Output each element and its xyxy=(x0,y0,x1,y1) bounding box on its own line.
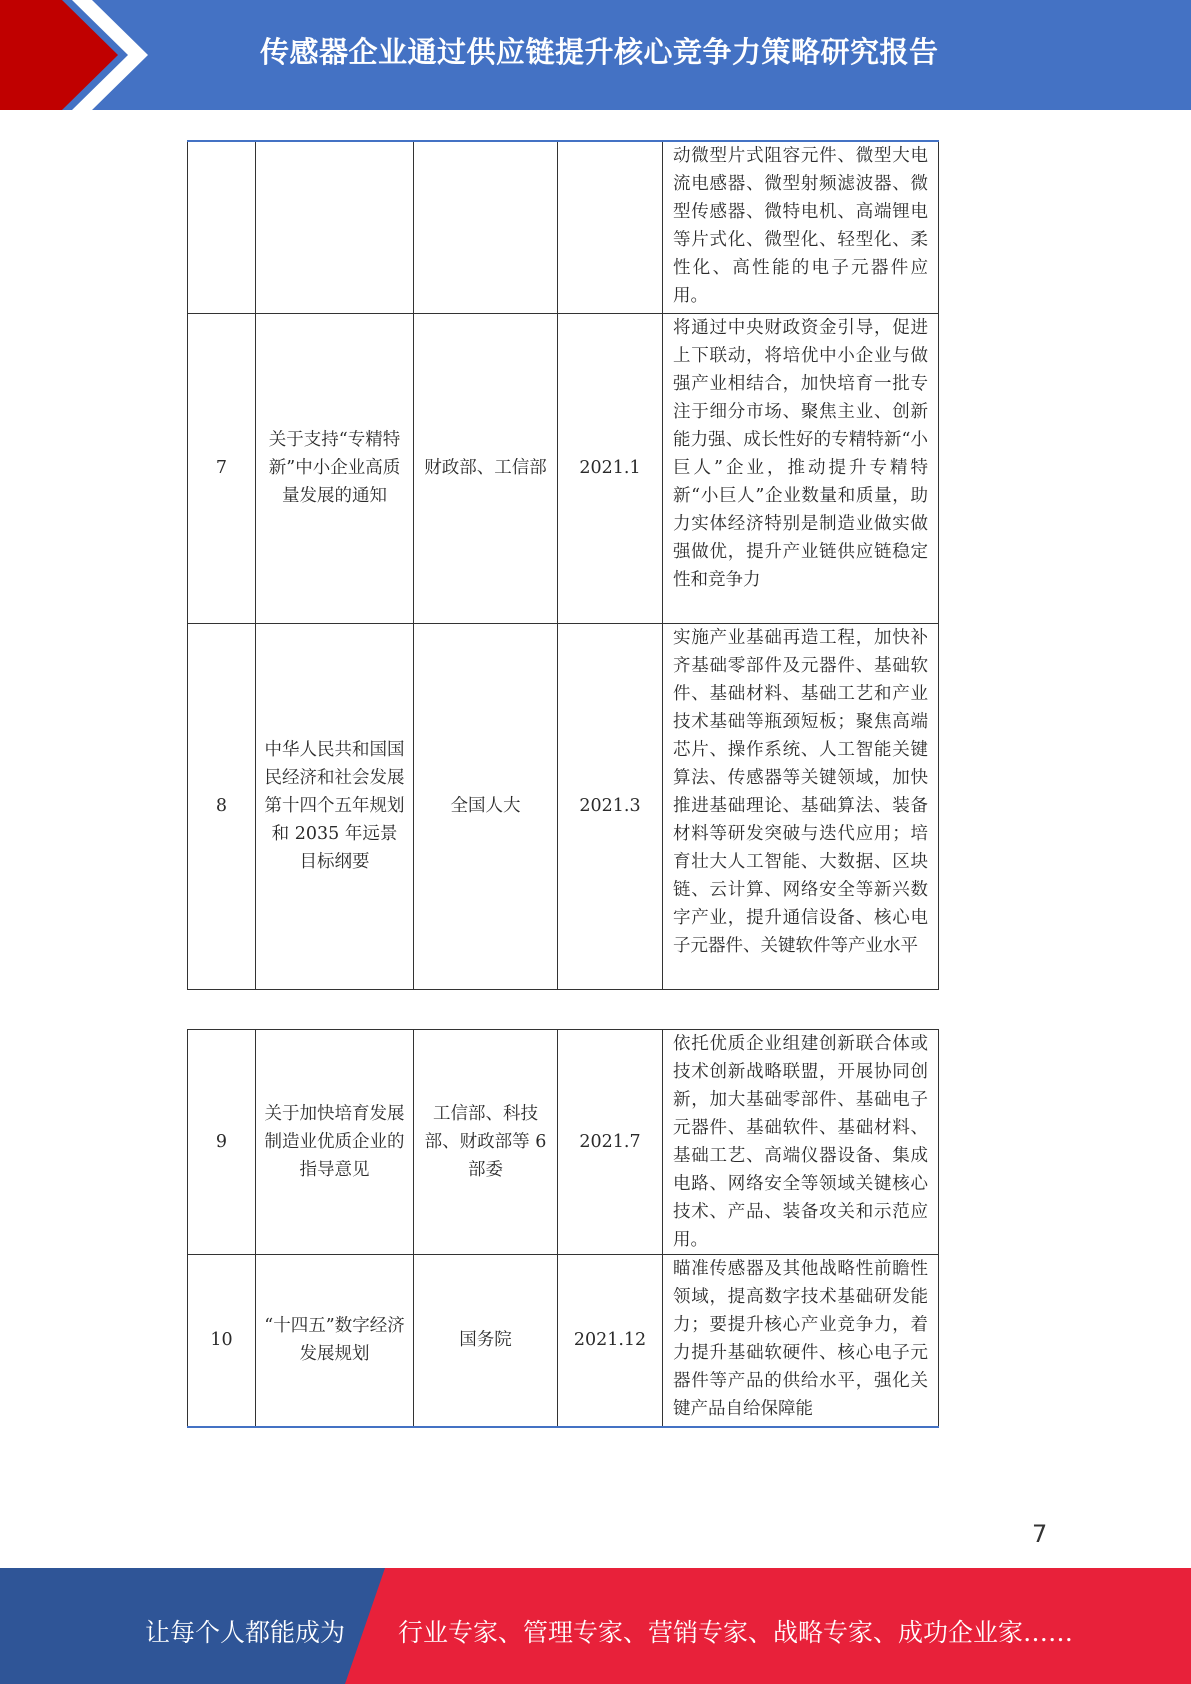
table-row xyxy=(188,1255,939,1427)
issue-date xyxy=(558,141,663,313)
policy-name: 中华人民共和国国民经济和社会发展第十四个五年规划和 2035 年远景目标纲要 xyxy=(256,623,414,989)
policy-name xyxy=(256,141,414,313)
policy-description: 依托优质企业组建创新联合体或技术创新战略联盟，开展协同创新，加大基础零部件、基础电子元器件、基础软件、基础材料、基础工艺、高端仪器设备、集成电路、网络安全等领域关键核心技术、产品、装备攻关和示范应用。 xyxy=(673,1034,928,1250)
footer-slogan-right: 行业专家、管理专家、营销专家、战略专家、成功企业家…… xyxy=(398,1618,1074,1647)
table-row xyxy=(188,623,939,989)
issuing-department: 工信部、科技部、财政部等 6 部委 xyxy=(414,1030,558,1255)
issue-date: 2021.12 xyxy=(558,1255,663,1427)
issue-date: 2021.1 xyxy=(558,313,663,623)
report-title: 传感器企业通过供应链提升核心竞争力策略研究报告 xyxy=(260,35,939,69)
issuing-department: 国务院 xyxy=(414,1255,558,1427)
row-number: 10 xyxy=(188,1255,256,1427)
policy-name: 关于支持“专精特新”中小企业高质量发展的通知 xyxy=(256,313,414,623)
row-number: 9 xyxy=(188,1030,256,1255)
policy-description: 将通过中央财政资金引导，促进上下联动，将培优中小企业与做强产业相结合，加快培育一批专注于细分市场、聚焦主业、创新能力强、成长性好的专精特新“小巨人”企业，推动提升专精特新“小巨人”企业数量和质量，助力实体经济特别是制造业做实做强做优，提升产业链供应链稳定性和竞争力 xyxy=(673,317,928,590)
table-row xyxy=(188,1030,939,1255)
table-row xyxy=(188,141,939,313)
issuing-department xyxy=(414,141,558,313)
policy-description: 实施产业基础再造工程，加快补齐基础零部件及元器件、基础软件、基础材料、基础工艺和产业技术基础等瓶颈短板；聚焦高端芯片、操作系统、人工智能关键算法、传感器等关键领域，加快推进基础理论、基础算法、装备材料等研发突破与迭代应用；培育壮大人工智能、大数据、区块链、云计算、网络安全等新兴数字产业，提升通信设备、核心电子元器件、关键软件等产业水平 xyxy=(673,627,928,956)
policy-description-cell xyxy=(663,313,939,623)
policy-table-part-1 xyxy=(187,140,939,990)
issue-date: 2021.7 xyxy=(558,1030,663,1255)
policy-description-cell xyxy=(663,623,939,989)
row-number xyxy=(188,141,256,313)
row-number: 8 xyxy=(188,623,256,989)
row-number: 7 xyxy=(188,313,256,623)
policy-description-cell xyxy=(663,1030,939,1255)
policy-description: 瞄准传感器及其他战略性前瞻性领域，提高数字技术基础研发能力；要提升核心产业竞争力，着力提升基础软硬件、核心电子元器件等产品的供给水平，强化关键产品自给保障能 xyxy=(673,1259,928,1419)
policy-description: 动微型片式阻容元件、微型大电流电感器、微型射频滤波器、微型传感器、微特电机、高端锂电等片式化、微型化、轻型化、柔性化、高性能的电子元器件应用。 xyxy=(673,146,928,306)
issue-date: 2021.3 xyxy=(558,623,663,989)
issuing-department: 全国人大 xyxy=(414,623,558,989)
policy-description-cell xyxy=(663,141,939,313)
footer-slogan-left: 让每个人都能成为 xyxy=(145,1618,346,1647)
table-row xyxy=(188,313,939,623)
page-number: 7 xyxy=(1032,1520,1048,1548)
policy-table-part-2 xyxy=(187,1029,939,1428)
header-chevron-decoration xyxy=(0,0,160,110)
page-header xyxy=(0,0,1191,110)
page-footer xyxy=(0,1568,1191,1684)
policy-name: “十四五”数字经济发展规划 xyxy=(256,1255,414,1427)
issuing-department: 财政部、工信部 xyxy=(414,313,558,623)
policy-name: 关于加快培育发展制造业优质企业的指导意见 xyxy=(256,1030,414,1255)
policy-description-cell xyxy=(663,1255,939,1427)
